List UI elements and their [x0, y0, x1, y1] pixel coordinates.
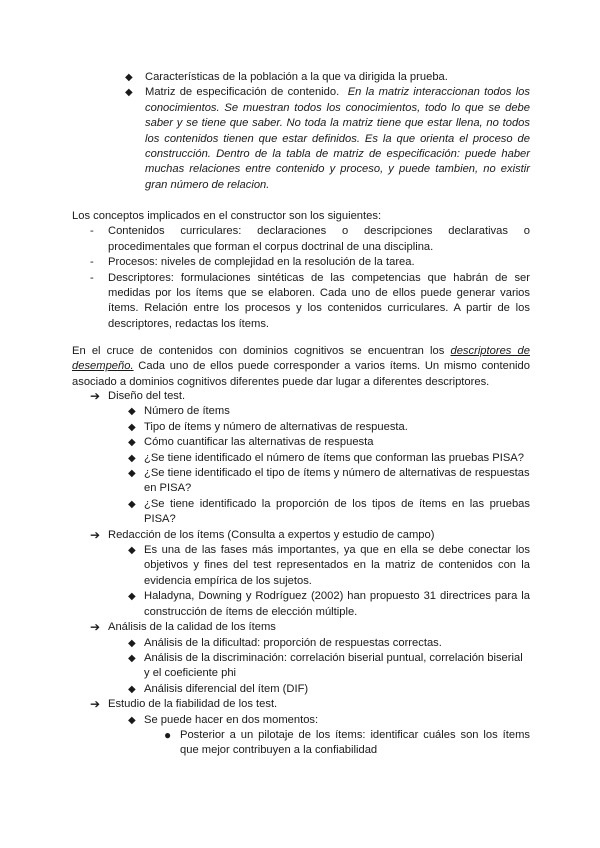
list-item [72, 271, 530, 333]
step-heading [72, 697, 530, 712]
list-item-text: Descriptores: formulaciones sintéticas de las competencias que habrán de ser medidas por los ítems que se elaboren. Cada uno de ellos puede generar varios ítems. Relación entre los procesos y los contenidos curriculares. A partir de los descriptores, redactas los ítems. [108, 271, 530, 330]
arrow-right-icon: ➔ [90, 527, 101, 542]
diamond-bullet-icon: ◆ [128, 714, 136, 726]
list-item [72, 543, 530, 589]
list-item [125, 70, 530, 85]
arrow-right-icon: ➔ [90, 389, 101, 403]
list-item-text: Análisis de la discriminación: correlación biserial puntual, correlación biserial y el coeficiente phi [144, 651, 523, 680]
list-item [72, 466, 530, 497]
arrow-right-icon: ➔ [90, 697, 101, 712]
list-item-text: Posterior a un pilotaje de los ítems: identificar cuáles son los ítems que mejor contribuyen a la confiabilidad [180, 728, 530, 757]
diamond-bullet-icon: ◆ [128, 468, 136, 480]
list-item [125, 85, 530, 193]
list-item-text: ¿Se tiene identificado el tipo de ítems y número de alternativas de respuestas en PISA? [144, 467, 530, 495]
cruce-paragraph [72, 344, 530, 390]
dash-bullet-icon: - [90, 256, 94, 269]
diamond-bullet-icon: ◆ [128, 421, 136, 433]
step-title: Redacción de los ítems (Consulta a expertos y estudio de campo) [108, 528, 435, 541]
list-item [72, 435, 530, 450]
descriptores-link[interactable]: descriptores de desempeño. [72, 345, 530, 373]
sub-list-item [72, 728, 530, 759]
list-item-text: ¿Se tiene identificado el número de ítems que conforman las pruebas PISA? [144, 451, 524, 464]
round-bullet-icon: ● [164, 727, 172, 742]
list-item-text: Se puede hacer en dos momentos: [144, 713, 319, 726]
diamond-bullet-icon: ◆ [128, 498, 136, 510]
list-item [72, 404, 530, 419]
list-item [72, 589, 530, 620]
list-item-text: Análisis de la dificultad: proporción de respuestas correctas. [144, 636, 442, 649]
list-item-text [145, 85, 530, 193]
matrix-italic-text: En la matriz interaccionan todos los conocimientos. Se muestran todos los conocimientos, todo lo que se debe saber y se tiene que saber. No toda la matriz tiene que estar llena, no todos los contenidos tienen que estar definidos. Es la que orienta el proceso de construcción. Dentro de la tabla de matriz de especificación: puede haber muchas relaciones entre contenido y proceso, y puede tambien, no existir gran número de relacion. [145, 86, 530, 191]
list-item-text: Número de ítems [144, 405, 230, 418]
list-item-text: Es una de las fases más importantes, ya que en ella se debe conectar los objetivos y fines del test representados en la matriz de contenidos con la evidencia empírica de los sujetos. [144, 544, 530, 587]
step-title: Estudio de la fiabilidad de los test. [108, 698, 278, 711]
step-heading [72, 620, 530, 635]
list-item-text: Haladyna, Downing y Rodríguez (2002) han propuesto 31 directrices para la construcción de ítems de elección múltiple. [144, 590, 530, 618]
list-item-text: Procesos: niveles de complejidad en la resolución de la tarea. [108, 256, 415, 269]
dash-bullet-icon: - [90, 271, 94, 284]
concepts-section [72, 209, 530, 332]
arrow-right-icon: ➔ [90, 620, 101, 635]
list-item-text: Características de la población a la que va dirigida la prueba. [145, 71, 448, 83]
step-title: Diseño del test. [108, 390, 186, 402]
list-item [72, 636, 530, 651]
list-item-text: Contenidos curriculares: declaraciones o descripciones declarativas o procedimentales que forman el corpus doctrinal de una disciplina. [108, 225, 530, 253]
diamond-bullet-icon: ◆ [128, 652, 136, 664]
list-item [72, 224, 530, 255]
steps-list [72, 389, 530, 759]
diamond-bullet-icon: ◆ [128, 452, 136, 464]
list-item [72, 255, 530, 270]
list-item [72, 497, 530, 528]
list-item [72, 420, 530, 435]
list-item-text: Análisis diferencial del ítem (DIF) [144, 682, 309, 695]
diamond-bullet-icon: ◆ [128, 591, 136, 603]
diamond-bullet-icon: ◆ [128, 406, 136, 418]
diamond-bullet-icon: ◆ [128, 545, 136, 557]
concepts-intro: Los conceptos implicados en el constructor son los siguientes: [72, 210, 382, 222]
paragraph-text: En el cruce de contenidos con dominios cognitivos se encuentran los descriptores de desempeño. Cada uno de ellos puede corresponder a varios ítems. Un mismo contenido asociado a dominios cognitivos diferentes puede dar lugar a diferentes descriptores. [72, 345, 530, 388]
list-item-text: Cómo cuantificar las alternativas de respuesta [144, 436, 374, 449]
step-heading [72, 528, 530, 543]
list-item-text: Tipo de ítems y número de alternativas de respuesta. [144, 420, 408, 433]
list-item [72, 682, 530, 697]
list-item [72, 651, 530, 682]
diamond-bullet-icon: ◆ [128, 683, 136, 695]
step-title: Análisis de la calidad de los ítems [108, 621, 276, 634]
diamond-bullet-icon: ◆ [125, 72, 133, 83]
diamond-bullet-icon: ◆ [128, 437, 136, 449]
matrix-lead-text: Matriz de especificación de contenido. [145, 86, 340, 99]
diamond-bullet-icon: ◆ [125, 87, 133, 99]
list-item [72, 451, 530, 466]
list-item [72, 713, 530, 728]
diamond-bullet-icon: ◆ [128, 637, 136, 649]
dash-bullet-icon: - [90, 225, 94, 238]
top-bullet-list [125, 70, 530, 193]
step-heading [72, 389, 530, 404]
list-item-text: ¿Se tiene identificado la proporción de los tipos de ítems en las pruebas PISA? [144, 497, 530, 526]
